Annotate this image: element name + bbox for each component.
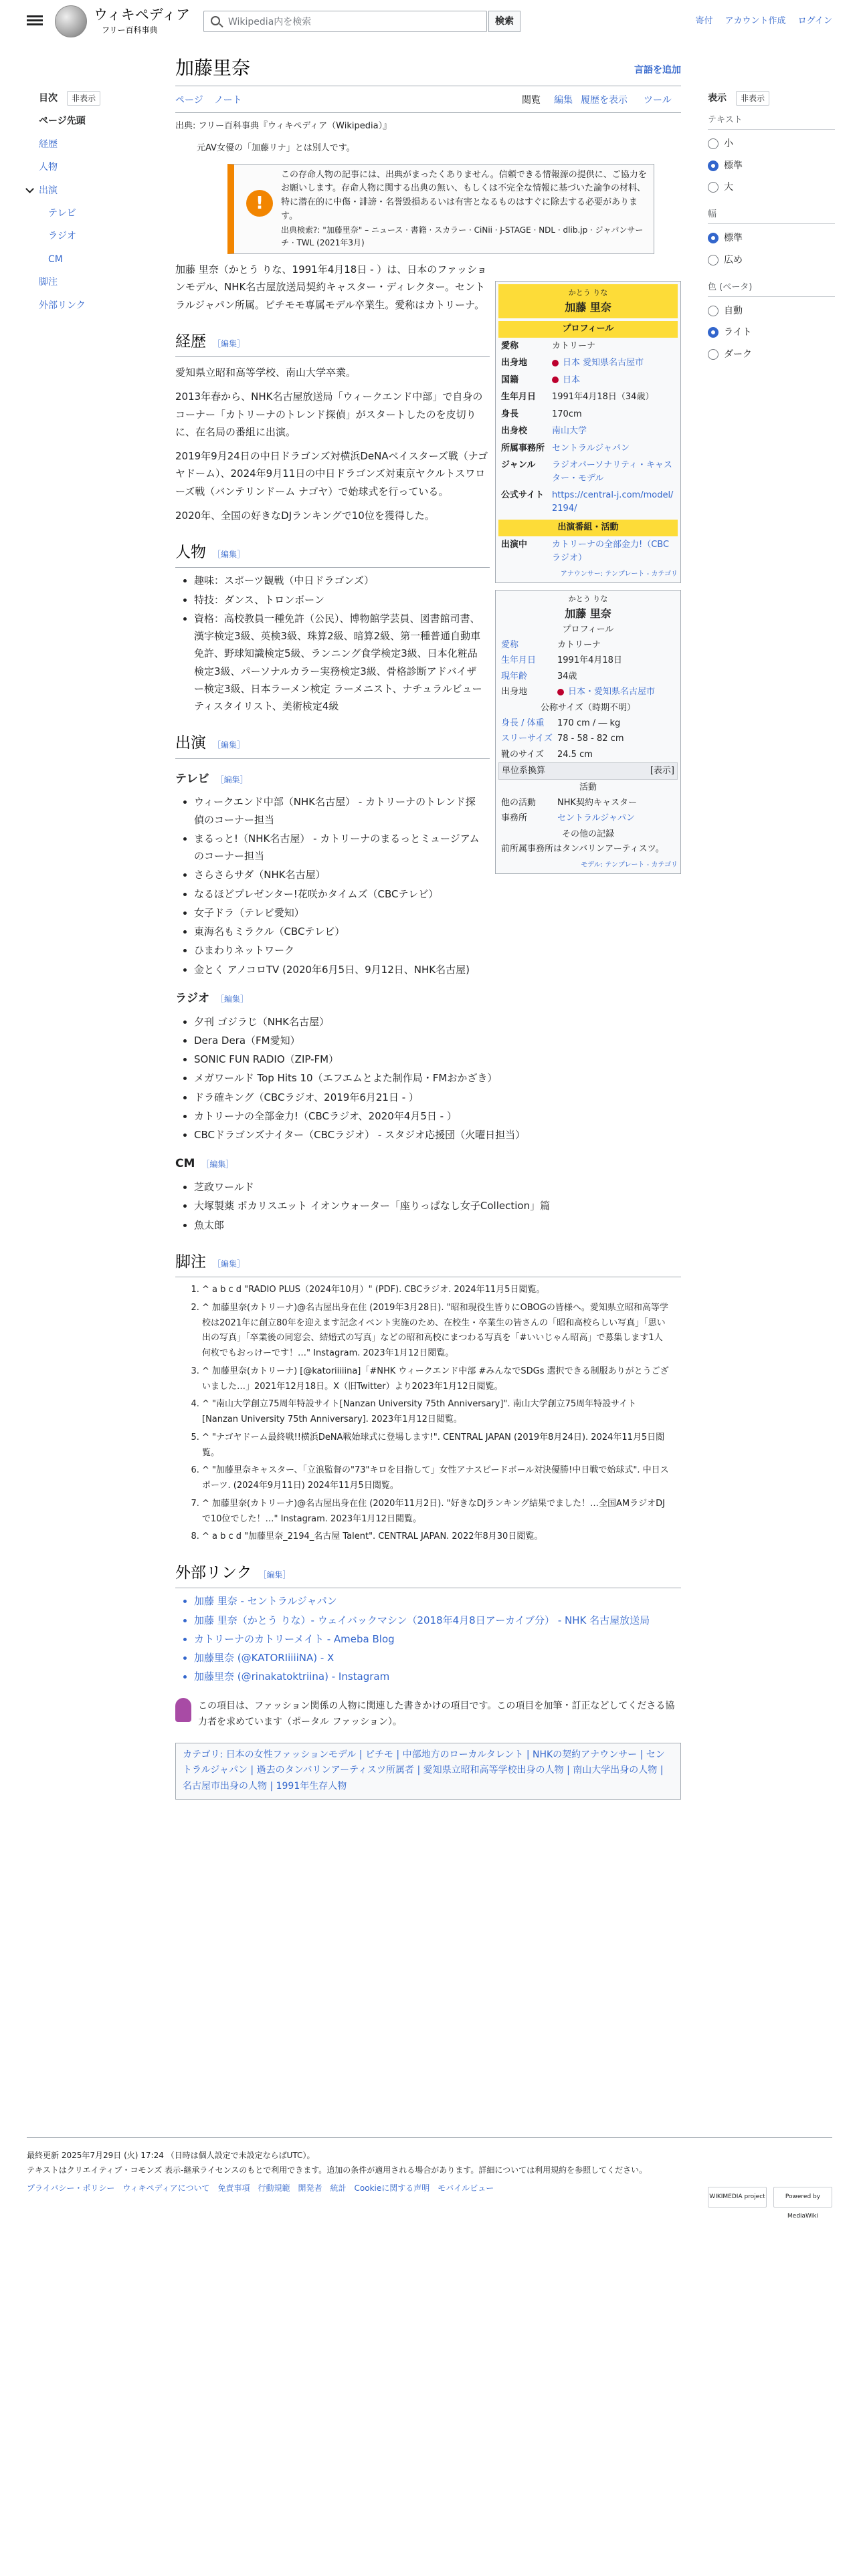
infobox-key: 事務所 bbox=[501, 813, 528, 824]
reference-item: 3. ^ 加藤里奈(カトリーナ) [@katoriiiiina]「#NHK ウィークエンド中部 #みんなでSDGs 選択できる制服ありがとうございました…」2021年12月18日。X（旧Twitter）より2023年1月12日閲覧。 bbox=[202, 1364, 670, 1395]
toc-item-appear[interactable]: 出演 bbox=[39, 185, 58, 196]
career-p1: 愛知県立昭和高等学校、南山大学卒業。 bbox=[175, 366, 357, 379]
career-p4: 2020年、全国の好きなDJランキングで10位を獲得した。 bbox=[175, 509, 435, 522]
ext-link[interactable]: • 加藤 里奈（かとう りな）- ウェイバックマシン（2018年4月8日アーカイブ分） - NHK 名古屋放送局 bbox=[194, 1612, 681, 1629]
infobox-value: 78 - 58 - 82 cm bbox=[557, 734, 624, 744]
radio-label: 広め bbox=[724, 254, 743, 265]
list-item: • なるほどプレゼンター!花咲かタイムズ（CBCテレビ） bbox=[194, 885, 483, 903]
infobox-key[interactable]: 現年齢 bbox=[501, 671, 528, 681]
radio-color-dark[interactable] bbox=[708, 347, 835, 362]
show-toggle[interactable]: [表示] bbox=[650, 766, 674, 776]
list-item: • 女子ドラ（テレビ愛知） bbox=[194, 904, 483, 922]
radio-color-light[interactable] bbox=[708, 325, 835, 340]
infobox-value[interactable]: セントラルジャパン bbox=[557, 813, 636, 824]
list-item: • ひまわりネットワーク bbox=[194, 942, 483, 959]
radio-label: ライト bbox=[724, 327, 752, 338]
footer-badges bbox=[708, 2187, 832, 2220]
appearance-hide-button[interactable]: 非表示 bbox=[736, 91, 769, 106]
infobox-key: 靴のサイズ bbox=[501, 749, 544, 760]
ext-list bbox=[175, 1592, 681, 1685]
hatnote: 元AV女優の「加藤リナ」とは別人です。 bbox=[197, 142, 355, 153]
reference-item: 7. ^ 加藤里奈(カトリーナ)@名古屋出身在住 (2020年11月2日). "好きなDJランキング結果でました！…全国AMラジオDJで10位でした！…" Instagram. 2023年1月12日閲覧。 bbox=[202, 1497, 670, 1527]
tab-history[interactable]: 履歴を表示 bbox=[581, 95, 628, 106]
search-input[interactable] bbox=[203, 11, 487, 32]
section-ext bbox=[175, 1560, 681, 1588]
page-tabs bbox=[175, 86, 681, 113]
infobox-key: 出身地 bbox=[501, 687, 528, 697]
ext-link[interactable]: • 加藤里奈 (@KATORIiiiiNA) - X bbox=[194, 1649, 681, 1667]
logo-subtitle: フリー百科事典 bbox=[102, 25, 158, 35]
infobox-key: 単位系換算 bbox=[502, 766, 546, 776]
list-item: • まるっと!（NHK名古屋） - カトリーナのまるっとミュージアムのコーナー担当 bbox=[194, 830, 483, 865]
tab-read[interactable]: 閲覧 bbox=[522, 95, 541, 106]
ambox-search: 出典検索?: "加藤里奈" – ニュース · 書籍 · スカラー · CiNii · J-STAGE · NDL · dlib.jp · ジャパンサーチ · TWL (2021年3月) bbox=[281, 225, 644, 247]
color-label: 色 (ベータ) bbox=[708, 281, 835, 297]
ambox-notice bbox=[227, 164, 654, 255]
radio-label: ダーク bbox=[724, 348, 752, 360]
infobox-section: プロフィール bbox=[498, 321, 678, 338]
infobox-value: 34歳 bbox=[557, 671, 577, 681]
infobox-key[interactable]: 愛称 bbox=[501, 639, 519, 650]
section-heading: 脚注 bbox=[175, 1253, 206, 1271]
warning-icon: ! bbox=[246, 190, 273, 217]
footer-links[interactable]: プライバシー・ポリシー ウィキペディアについて 免責事項 行動規範 開発者 統計 Cookieに関する声明 モバイルビュー bbox=[27, 2183, 494, 2193]
list-item: • メガワールド Top Hits 10（エフエムとよた制作局・FMおかざき） bbox=[194, 1069, 681, 1087]
infobox-key: 身長 bbox=[501, 409, 519, 419]
list-item: • カトリーナの全部金力!（CBCラジオ、2020年4月5日 - ） bbox=[194, 1107, 681, 1125]
license-text: テキストはクリエイティブ・コモンズ 表示-継承ライセンスのもとで利用できます。追加の条件が適用される場合があります。詳細については利用規約を参照してください。 bbox=[27, 2165, 648, 2175]
section-heading: 経歴 bbox=[175, 332, 206, 350]
subsection-heading: CM bbox=[175, 1157, 195, 1171]
infobox-value: 1991年4月18日 bbox=[557, 655, 622, 666]
infobox-key[interactable]: スリーサイズ bbox=[501, 734, 553, 744]
list-item: • ドラ確キング（CBCラジオ、2019年6月21日 - ） bbox=[194, 1089, 681, 1106]
radio-color-auto[interactable] bbox=[708, 304, 835, 318]
person-list bbox=[175, 572, 483, 715]
section-career bbox=[175, 328, 490, 357]
ambox-text: この存命人物の記事には、出典がまったくありません。信頼できる情報源の提供に、ご協力をお願いします。存命人物に関する出典の無い、もしくは不完全な情報に基づいた論争の材料、特に潜在的に中傷・誹謗・名誉毀損あるいは有害となるものはすぐに除去する必要があります。 bbox=[281, 169, 647, 221]
infobox-key: 生年月日 bbox=[501, 392, 537, 403]
list-item: • 金とく アノコロTV (2020年6月5日、9月12日、NHK名古屋) bbox=[194, 961, 483, 978]
infobox-section: 公称サイズ（時期不明） bbox=[541, 702, 636, 713]
reference-item: 8. ^ a b c d "加藤里奈_2194_名古屋 Talent". CENTRAL JAPAN. 2022年8月30日閲覧。 bbox=[202, 1529, 670, 1545]
tab-page[interactable]: ページ bbox=[175, 95, 203, 106]
radio-text-large[interactable] bbox=[708, 180, 835, 195]
infobox-value: カトリーナ bbox=[557, 639, 601, 650]
add-language-button[interactable]: 言語を追加 bbox=[634, 65, 681, 76]
edit-link[interactable]: ［編集］ bbox=[213, 550, 246, 560]
infobox-value: 170 cm / ― kg bbox=[557, 718, 621, 728]
section-heading: 外部リンク bbox=[175, 1564, 252, 1582]
reference-item: 6. ^ "加藤里奈キャスター、「立浪監督の"73"キロを目指して」女性アナスピードボール対決優勝!中日戦で始球式". 中日スポーツ. (2024年9月11日) 2024年11月5日閲覧。 bbox=[202, 1463, 670, 1494]
tab-note[interactable]: ノート bbox=[214, 95, 242, 106]
tv-list bbox=[175, 793, 483, 978]
menu-icon[interactable] bbox=[27, 13, 43, 27]
flag-icon bbox=[557, 689, 564, 695]
radio-width-standard[interactable] bbox=[708, 231, 835, 245]
infobox-key: 出演中 bbox=[501, 540, 528, 550]
header bbox=[0, 0, 859, 43]
section-heading: 人物 bbox=[175, 544, 206, 562]
infobox-value: 1991年4月18日（34歳） bbox=[552, 392, 654, 403]
infobox-footer[interactable]: モデル: テンプレート - カテゴリ bbox=[581, 861, 678, 869]
cm-list bbox=[175, 1178, 681, 1234]
last-modified: 最終更新 2025年7月29日 (火) 17:24 （日時は個人設定で未設定ならばUTC）。 bbox=[27, 2151, 315, 2160]
infobox-value[interactable]: セントラルジャパン bbox=[552, 443, 630, 453]
infobox-key: 出身校 bbox=[501, 426, 528, 437]
toc-item-notes[interactable]: 脚注 bbox=[39, 277, 58, 288]
radio-text-standard[interactable] bbox=[708, 158, 835, 173]
table-of-contents bbox=[39, 91, 159, 313]
reference-item: 2. ^ 加藤里奈(カトリーナ)@名古屋出身在住 (2019年3月28日). "昭和現役生皆りにOBOGの皆様へ。愛知県立昭和高等学校は2021年に創立80年を迎えます記念イベント実施のため、在校生・卒業生の皆さんの「昭和高校らしい写真」「思い出の写真」「卒業後の同窓会、結婚式の写真」などの昭和高校にまつわる写真を「#いいじゃん昭高」で募集します1人何枚でもおっけーです！…" Instagram. 2023年1月12日閲覧。 bbox=[202, 1301, 670, 1362]
subsection-heading: テレビ bbox=[175, 772, 209, 786]
infobox-model bbox=[495, 590, 681, 874]
section-person bbox=[175, 539, 490, 568]
list-item: • ウィークエンド中部（NHK名古屋） - カトリーナのトレンド探偵のコーナー担当 bbox=[194, 793, 483, 829]
ext-link[interactable]: • 加藤里奈 (@rinakatoktriina) - Instagram bbox=[194, 1668, 681, 1685]
wikipedia-logo[interactable] bbox=[55, 5, 87, 37]
infobox-key[interactable]: 身長 / 体重 bbox=[501, 718, 545, 728]
infobox-key: 他の活動 bbox=[501, 797, 537, 808]
infobox-value[interactable]: カトリーナの全部金力!（CBCラジオ） bbox=[552, 540, 670, 563]
ext-link[interactable]: • 加藤 里奈 - セントラルジャパン bbox=[194, 1592, 681, 1610]
edit-link[interactable]: ［編集］ bbox=[213, 740, 246, 750]
create-account-link[interactable]: アカウント作成 bbox=[725, 16, 786, 26]
list-item: • 趣味：スポーツ観戦（中日ドラゴンズ） bbox=[194, 572, 483, 589]
infobox-value[interactable]: 日本 bbox=[563, 374, 581, 385]
section-heading: 出演 bbox=[175, 734, 206, 752]
edit-link[interactable]: ［編集］ bbox=[216, 994, 249, 1004]
infobox-value[interactable]: 日本 愛知県名古屋市 bbox=[563, 358, 644, 368]
infobox-key: 愛称 bbox=[501, 340, 519, 351]
page-title: 加藤里奈 bbox=[175, 55, 681, 86]
edit-link[interactable]: ［編集］ bbox=[258, 1570, 291, 1580]
infobox-section: その他の記録 bbox=[561, 829, 614, 839]
toc-hide-button[interactable]: 非表示 bbox=[67, 91, 100, 106]
reference-item: 1. ^ a b c d "RADIO PLUS（2024年10月）" (PDF). CBCラジオ. 2024年11月5日閲覧。 bbox=[202, 1283, 670, 1298]
list-item: • 特技：ダンス、トロンボーン bbox=[194, 591, 483, 609]
radio-label: 小 bbox=[724, 138, 733, 150]
infobox-key: 公式サイト bbox=[501, 490, 545, 501]
section-notes bbox=[175, 1249, 681, 1277]
width-label: 幅 bbox=[708, 208, 835, 224]
category-box bbox=[175, 1743, 681, 1800]
reference-list bbox=[175, 1283, 670, 1545]
infobox-value: 前所属事務所はタンバリンアーティスツ。 bbox=[501, 844, 664, 855]
infobox-value[interactable]: 南山大学 bbox=[552, 426, 587, 437]
stub-notice bbox=[175, 1698, 681, 1731]
infobox-value: NHK契約キャスター bbox=[557, 797, 638, 808]
radio-text-small[interactable] bbox=[708, 136, 835, 151]
list-item: • 芝政ワールド bbox=[194, 1178, 681, 1196]
list-item: • CBCドラゴンズナイター（CBCラジオ） - スタジオ応援団（火曜日担当） bbox=[194, 1126, 681, 1144]
category-links[interactable]: カテゴリ: 日本の女性ファッションモデル | ピチモ | 中部地方のローカルタレント | NHKの契約アナウンサー | セントラルジャパン | 過去のタンバリンアーティスツ所属者 | 愛知県立昭和高等学校出身の人物 | 南山大学出身の人物 | 名古屋市出身の人物 | 1991年生存人物 bbox=[183, 1749, 665, 1792]
appearance-panel bbox=[708, 91, 835, 362]
career-p3: 2019年9月24日の中日ドラゴンズ対横浜DeNAベイスターズ戦（ナゴヤドーム）、2024年9月11日の中日ドラゴンズ対東京ヤクルトスワローズ戦（バンテリンドーム ナゴヤ）で始球式を行っている。 bbox=[175, 450, 488, 498]
infobox-value: 170cm bbox=[552, 409, 582, 419]
reference-item: 4. ^ "南山大学創立75周年特設サイト[Nanzan University 75th Anniversary]". 南山大学創立75周年特設サイト[Nanzan University 75th Anniversary]. 2023年1月12日閲覧。 bbox=[202, 1397, 670, 1428]
toc-item-cm[interactable]: CM bbox=[48, 253, 63, 265]
toc-item-person[interactable]: 人物 bbox=[39, 162, 58, 173]
personal-tools bbox=[686, 15, 832, 29]
list-item: • 魚太郎 bbox=[194, 1216, 681, 1234]
list-item: • SONIC FUN RADIO（ZIP-FM） bbox=[194, 1051, 681, 1068]
edit-link[interactable]: ［編集］ bbox=[213, 1259, 246, 1269]
radio-label: 標準 bbox=[724, 233, 743, 244]
chevron-down-icon[interactable] bbox=[25, 185, 34, 193]
flag-icon bbox=[552, 377, 559, 383]
donate-link[interactable]: 寄付 bbox=[695, 16, 713, 26]
appearance-title: 表示 bbox=[708, 93, 727, 104]
infobox-footer[interactable]: アナウンサー: テンプレート - カテゴリ bbox=[560, 570, 678, 578]
infobox-key: 国籍 bbox=[501, 374, 519, 385]
list-item: • 東海名もミラクル（CBCテレビ） bbox=[194, 923, 483, 940]
search-icon bbox=[211, 16, 220, 25]
toc-item-radio[interactable]: ラジオ bbox=[48, 231, 76, 242]
radio-label: 自動 bbox=[724, 305, 743, 316]
flag-icon bbox=[552, 360, 559, 366]
section-radio bbox=[175, 989, 681, 1009]
infobox-key: 所属事務所 bbox=[501, 443, 545, 453]
infobox-kana: かとう りな bbox=[568, 288, 608, 297]
infobox-value[interactable]: https://central-j.com/model/2194/ bbox=[552, 490, 674, 514]
section-appear bbox=[175, 730, 490, 758]
section-cm bbox=[175, 1154, 681, 1174]
radio-label: 標準 bbox=[724, 160, 743, 171]
toc-item-career[interactable]: 経歴 bbox=[39, 138, 58, 150]
fashion-icon bbox=[175, 1698, 191, 1722]
list-item: • さらさらサダ（NHK名古屋） bbox=[194, 866, 483, 883]
career-p2: 2013年春から、NHK名古屋放送局「ウィークエンド中部」で自身のコーナー「カトリーナのトレンド探偵」がスタートしたのを皮切りに、在名局の番組に出演。 bbox=[175, 391, 483, 438]
wikimedia-badge[interactable]: WIKIMEDIA project bbox=[708, 2187, 767, 2208]
toc-title: 目次 bbox=[39, 93, 58, 104]
radio-width-wide[interactable] bbox=[708, 253, 835, 267]
login-link[interactable]: ログイン bbox=[797, 16, 832, 26]
toc-item-ext[interactable]: 外部リンク bbox=[39, 300, 86, 311]
subsection-heading: ラジオ bbox=[175, 991, 209, 1005]
infobox-key[interactable]: 生年月日 bbox=[501, 655, 537, 666]
infobox-value: カトリーナ bbox=[552, 340, 596, 351]
logo-title[interactable]: ウィキペディア bbox=[94, 7, 191, 23]
list-item: • 資格：高校教員一種免許（公民）、博物館学芸員、図書館司書、漢字検定3級、英検3級、珠算2級、暗算2級、第一種普通自動車免許、野球知識検定5級、ランニング食学検定3級、日本化粧品検定3級、パーソナルカラー実務検定3級、骨格診断アドバイザー検定3級、日本ラーメン検定 ラーメニスト、ナチュラルビューティスタイリスト、美術検定4級 bbox=[194, 610, 483, 716]
radio-list bbox=[175, 1013, 681, 1144]
edit-link[interactable]: ［編集］ bbox=[213, 338, 246, 348]
list-item: • Dera Dera（FM愛知） bbox=[194, 1032, 681, 1049]
stub-text: この項目は、ファッション関係の人物に関連した書きかけの項目です。この項目を加筆・訂正などしてくださる協力者を求めています（ポータル ファッション）。 bbox=[198, 1700, 675, 1728]
infobox-value[interactable]: ラジオパーソナリティ・キャスター・モデル bbox=[552, 460, 672, 484]
page-subtitle: 出典: フリー百科事典『ウィキペディア（Wikipedia）』 bbox=[175, 121, 392, 131]
infobox-kana: かとう りな bbox=[568, 595, 608, 603]
edit-link[interactable]: ［編集］ bbox=[201, 1160, 234, 1170]
tab-edit[interactable]: 編集 bbox=[554, 95, 573, 106]
tab-tools[interactable]: ツール bbox=[644, 95, 672, 106]
search-placeholder: Wikipedia内を検索 bbox=[228, 17, 312, 27]
infobox-key: 出身地 bbox=[501, 358, 528, 368]
infobox-key: ジャンル bbox=[501, 460, 536, 471]
search-button[interactable]: 検索 bbox=[488, 11, 520, 32]
infobox-section: プロフィール bbox=[562, 625, 614, 635]
infobox-value: 24.5 cm bbox=[557, 749, 593, 760]
lead-paragraph: 加藤 里奈（かとう りな、1991年4月18日 - ）は、日本のファッションモデル、NHK名古屋放送局契約キャスター・ディレクター。セントラルジャパン所属。ピチモモ専属モデル卒業生。愛称はカトリーナ。 bbox=[175, 263, 487, 311]
list-item: • 夕刊 ゴジラじ（NHK名古屋） bbox=[194, 1013, 681, 1031]
list-item: • 大塚製薬 ポカリスエット イオンウォーター「座りっぱなし女子Collection」篇 bbox=[194, 1197, 681, 1214]
infobox-name: 加藤 里奈 bbox=[565, 607, 611, 620]
edit-link[interactable]: ［編集］ bbox=[215, 774, 248, 784]
infobox-section: 出演番組・活動 bbox=[498, 520, 678, 536]
infobox-section: 活動 bbox=[579, 782, 597, 792]
infobox-value[interactable]: 日本・愛知県名古屋市 bbox=[568, 687, 656, 697]
reference-item: 5. ^ "ナゴヤドーム最終戦!!横浜DeNA戦始球式に登場します!". CENTRAL JAPAN (2019年8月24日). 2024年11月5日閲覧。 bbox=[202, 1430, 670, 1461]
infobox-name: 加藤 里奈 bbox=[565, 300, 611, 314]
infobox-announcer bbox=[495, 281, 681, 583]
toc-item-tv[interactable]: テレビ bbox=[48, 207, 76, 219]
radio-label: 大 bbox=[724, 181, 733, 193]
ext-link[interactable]: • カトリーナのカトリーメイト - Ameba Blog bbox=[194, 1630, 681, 1648]
toc-item-top[interactable]: ページ先頭 bbox=[39, 116, 86, 127]
mediawiki-badge[interactable]: Powered by MediaWiki bbox=[773, 2187, 832, 2208]
text-size-label: テキスト bbox=[708, 114, 835, 130]
